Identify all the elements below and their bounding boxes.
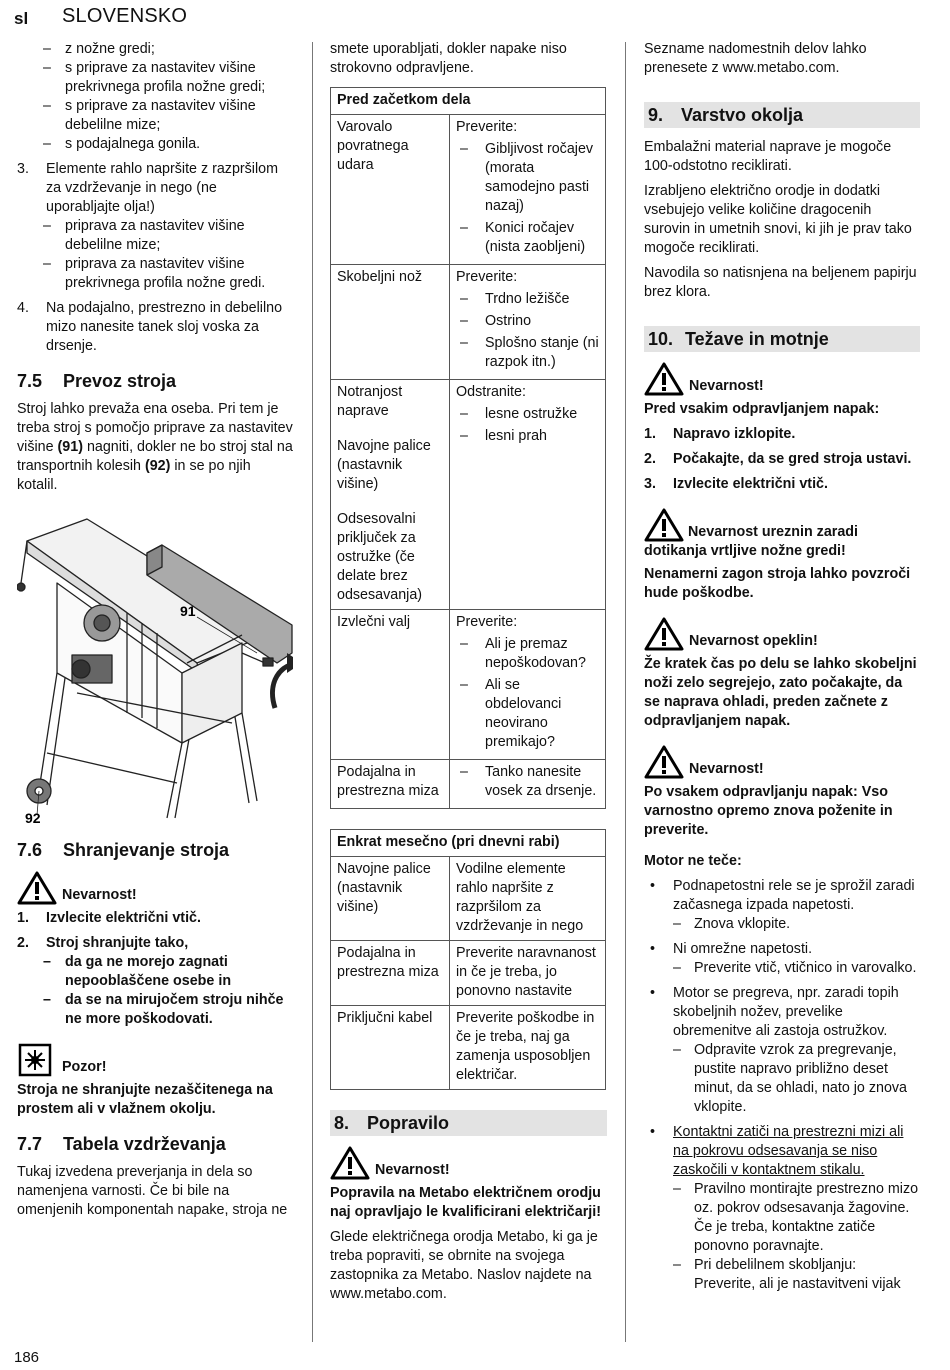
paragraph: smete uporabljati, dokler napake niso strokovno odpravljene.	[330, 41, 567, 76]
column-1: – z nožne gredi; – s priprave za nastavitev višine prekrivnega profila nožne gredi; – s priprave za nastavitev višine debelilne mize; – s podajalnega gonila. 3. Elemente rahlo napršite z razpršilom za vzdrževanje in nego (ne uporabljajte olja!) – priprava za nastavitev višine debelilne mize; – priprava za nastavitev višine prekrivnega profila nožne gredi. 4. Na podajalno, prestrezno in debelilno mizo nanesite tanek sloj voska za drsenje. 7.5 Prevoz stroja Stroj lahko prevaža ena oseba. Pri tem je treba stroj s pomočjo priprave za nastavitev višine (91) nagniti, dokler ne bo stroj stal na transportnih kolesih (92) in se po njih kotalil. 91 92 7.6 Shranjevanje stroja Nevarnost! 1. Izvlecite električni vtič. 2. Stroj shranjujte tako, – da ga ne morejo zagnati nepooblaščene osebe in – da se na mirujočem stroju nihče ne more poškodovati. Pozor! Stroja ne shranjujte nezaščitenega na prostem ali v vlažnem okolju. 7.7 Tabela vzdrževanja Tukaj izvedena preverjanja in dela so namenjena varnosti. Če bi bile na omenjenih komponentah napake, stroja ne	[17, 40, 293, 1226]
paragraph: Sezname nadomestnih delov lahko prenesete z www.metabo.com.	[644, 41, 867, 76]
danger-warning: Nevarnost!	[644, 362, 920, 396]
warning-triangle-icon	[644, 745, 684, 779]
warning-triangle-icon	[644, 362, 684, 396]
table-row: Podajalna in prestrezna miza – Tanko nanesite vosek za drsenje.	[331, 760, 606, 809]
list-item: • Ni omrežne napetosti.	[650, 941, 813, 957]
list-item: 3. Elemente rahlo napršite z razpršilom za vzdrževanje in nego (ne uporabljajte olja!)	[17, 161, 279, 215]
table-header: Pred začetkom dela	[331, 88, 606, 115]
paragraph: Glede električnega orodja Metabo, ki ga je treba popraviti, se obrnite na svojega zastopnika za Metabo. Naslov najdete na www.metabo.com.	[330, 1229, 598, 1302]
maintenance-table-before-work	[330, 87, 606, 809]
danger-warning: Nevarnost!	[330, 1146, 607, 1180]
label-92: 92	[25, 810, 41, 825]
paragraph: Tukaj izvedena preverjanja in dela so namenjena varnosti. Če bi bile na omenjenih komponentah napake, stroja ne	[17, 1164, 288, 1218]
page-number: 186	[14, 1349, 40, 1366]
section-heading: 8. Popravilo	[330, 1110, 607, 1136]
warning-triangle-icon	[17, 871, 57, 905]
table-row: Skobeljni nož Preverite: – Trdno ležišče – Ostrino – Splošno stanje (ni razpok itn.)	[331, 265, 606, 380]
table-row: Podajalna in prestrezna miza Preverite naravnanost in če je treba, jo ponovno nastavite	[331, 941, 606, 1006]
paragraph: Stroj lahko prevaža ena oseba. Pri tem je treba stroj s pomočjo priprave za nastavitev višine (91) nagniti, dokler ne bo stroj stal na transportnih kolesih (92) in se po njih kotalil.	[17, 401, 293, 493]
table-row: Priključni kabel Preverite poškodbe in če je treba, naj ga zamenja usposobljen električar.	[331, 1006, 606, 1090]
table-row: Varovalo povratnega udara Preverite: – Gibljivost ročajev (morata samodejno pasti nazaj) – Konici ročajev (nista zaobljeni)	[331, 115, 606, 265]
column-divider	[625, 42, 626, 1342]
column-divider	[312, 42, 313, 1342]
section-heading: 10. Težave in motnje	[644, 326, 920, 352]
list-item: 1. Napravo izklopite.	[644, 426, 796, 442]
list-item: 2. Stroj shranjujte tako,	[17, 935, 189, 951]
planer-transport-figure	[17, 513, 293, 825]
list-item: • Podnapetostni rele se je sprožil zaradi začasnega izpada napetosti.	[650, 878, 915, 913]
column-3: Sezname nadomestnih delov lahko prenesete z www.metabo.com. 9. Varstvo okolja Embalažni material naprave je mogoče 100-odstotno reciklirati. Izrabljeno električno orodje in dodatki vsebujejo velike količine dragocenih surovin in umetnih snovi, ki jih je prav tako mogoče reciklirati. Navodila so natisnjena na beljenem papirju brez klora. 10. Težave in motnje Nevarnost! Pred vsakim odpravljanjem napak: 1. Napravo izklopite. 2. Počakajte, da se gred stroja ustavi. 3. Izvlecite električni vtič. Nevarnost ureznin zaradi dotikanja vrtljive nožne gredi! Nenamerni zagon stroja lahko povzroči hude poškodbe. Nevarnost opeklin! Že kratek čas po delu se lahko skobeljni noži zelo segrejejo, zato počakajte, da se naprava ohladi, preden začnete z odpravljanjem napak. Nevarnost! Po vsakem odpravljanju napak: Vso varnostno opremo znova poženite in preverite. Motor ne teče: • Podnapetostni rele se je sprožil zaradi začasnega izpada napetosti. – Znova vklopite. • Ni omrežne napetosti. – Preverite vtič, vtičnico in varovalko. • Motor se pregreva, npr. zaradi topih skobeljnih nožev, prevelike obremenitve ali zastoja ostružkov. – Odpravite vzrok za pregrevanje, pustite napravo približno deset minut, da se ohladi, nato jo znova vklopite. • Kontaktni zatiči na prestrezni mizi ali na pokrovu odsesavanja se niso zaskočili v kontaktnem stikalu. – Pravilno montirajte prestrezno mizo oz. pokrov odsesavanja žagovine. Če je treba, kontaktne zatiče ponovno poravnajte. – Pri debelilnem skobljanju: Preverite, ali je nastavitveni vijak	[644, 41, 919, 1292]
danger-warning: Nevarnost!	[17, 871, 293, 905]
danger-warning: Nevarnost opeklin!	[644, 617, 920, 651]
table-row: Izvlečni valj Preverite: – Ali je premaz nepoškodovan? – Ali se obdelovanci neovirano premikajo?	[331, 610, 606, 760]
section-heading: 7.5 Prevoz stroja	[17, 371, 177, 391]
paragraph: Popravila na Metabo električnem orodju naj opravljajo le kvalificirani električarji!	[330, 1185, 601, 1220]
list-item: • Motor se pregreva, npr. zaradi topih skobeljnih nožev, prevelike obremenitve ali zastoja ostružkov.	[650, 985, 899, 1039]
label-91: 91	[180, 603, 196, 619]
table-row: Navojne palice (nastavnik višine) Vodilne elemente rahlo napršite z razpršilom za vzdrževanje in nego	[331, 857, 606, 941]
column-2	[330, 40, 607, 1310]
table-row: Notranjost naprave Navojne palice (nastavnik višine) Odsesovalni priključek za ostružke (če delate brez odsesavanja) Odstranite: – lesne ostružke – lesni prah	[331, 380, 606, 610]
list-item: 4. Na podajalno, prestrezno in debelilno mizo nanesite tanek sloj voska za drsenje.	[17, 300, 283, 354]
dash-list: – z nožne gredi; – s priprave za nastavitev višine prekrivnega profila nožne gredi; – s priprave za nastavitev višine debelilne mize; – s podajalnega gonila.	[43, 41, 266, 152]
paragraph: Stroja ne shranjujte nezaščitenega na prostem ali v vlažnem okolju.	[17, 1082, 273, 1117]
warning-triangle-icon	[330, 1146, 370, 1180]
language-code: sl	[14, 9, 29, 28]
danger-warning: Nevarnost ureznin zaradi dotikanja vrtljive nožne gredi!	[644, 508, 920, 561]
paragraph: Embalažni material naprave je mogoče 100-odstotno reciklirati.	[644, 139, 892, 174]
danger-warning: Nevarnost!	[644, 745, 920, 779]
caution-notice: Pozor!	[17, 1043, 293, 1077]
subheading: Motor ne teče:	[644, 853, 742, 869]
table-header: Enkrat mesečno (pri dnevni rabi)	[331, 830, 606, 857]
paragraph: Izrabljeno električno orodje in dodatki vsebujejo velike količine dragocenih surovin in umetnih snovi, ki jih je prav tako mogoče reciklirati.	[644, 183, 912, 256]
list-item: 1. Izvlecite električni vtič.	[17, 910, 201, 926]
section-heading: 9. Varstvo okolja	[644, 102, 920, 128]
list-item: 2. Počakajte, da se gred stroja ustavi.	[644, 451, 912, 467]
planer-machine-illustration	[17, 513, 293, 825]
maintenance-table-monthly	[330, 829, 606, 1090]
section-heading: 7.6 Shranjevanje stroja	[17, 840, 230, 860]
caution-sparkle-icon	[17, 1043, 57, 1077]
language-title: SLOVENSKO	[62, 5, 188, 27]
list-item: • Kontaktni zatiči na prestrezni mizi ali na pokrovu odsesavanja se niso zaskočili v kontaktnem stikalu.	[650, 1124, 904, 1178]
paragraph: Navodila so natisnjena na beljenem papirju brez klora.	[644, 265, 917, 300]
warning-triangle-icon	[644, 508, 684, 542]
warning-triangle-icon	[644, 617, 684, 651]
list-item: 3. Izvlecite električni vtič.	[644, 476, 828, 492]
section-heading: 7.7 Tabela vzdrževanja	[17, 1134, 226, 1154]
